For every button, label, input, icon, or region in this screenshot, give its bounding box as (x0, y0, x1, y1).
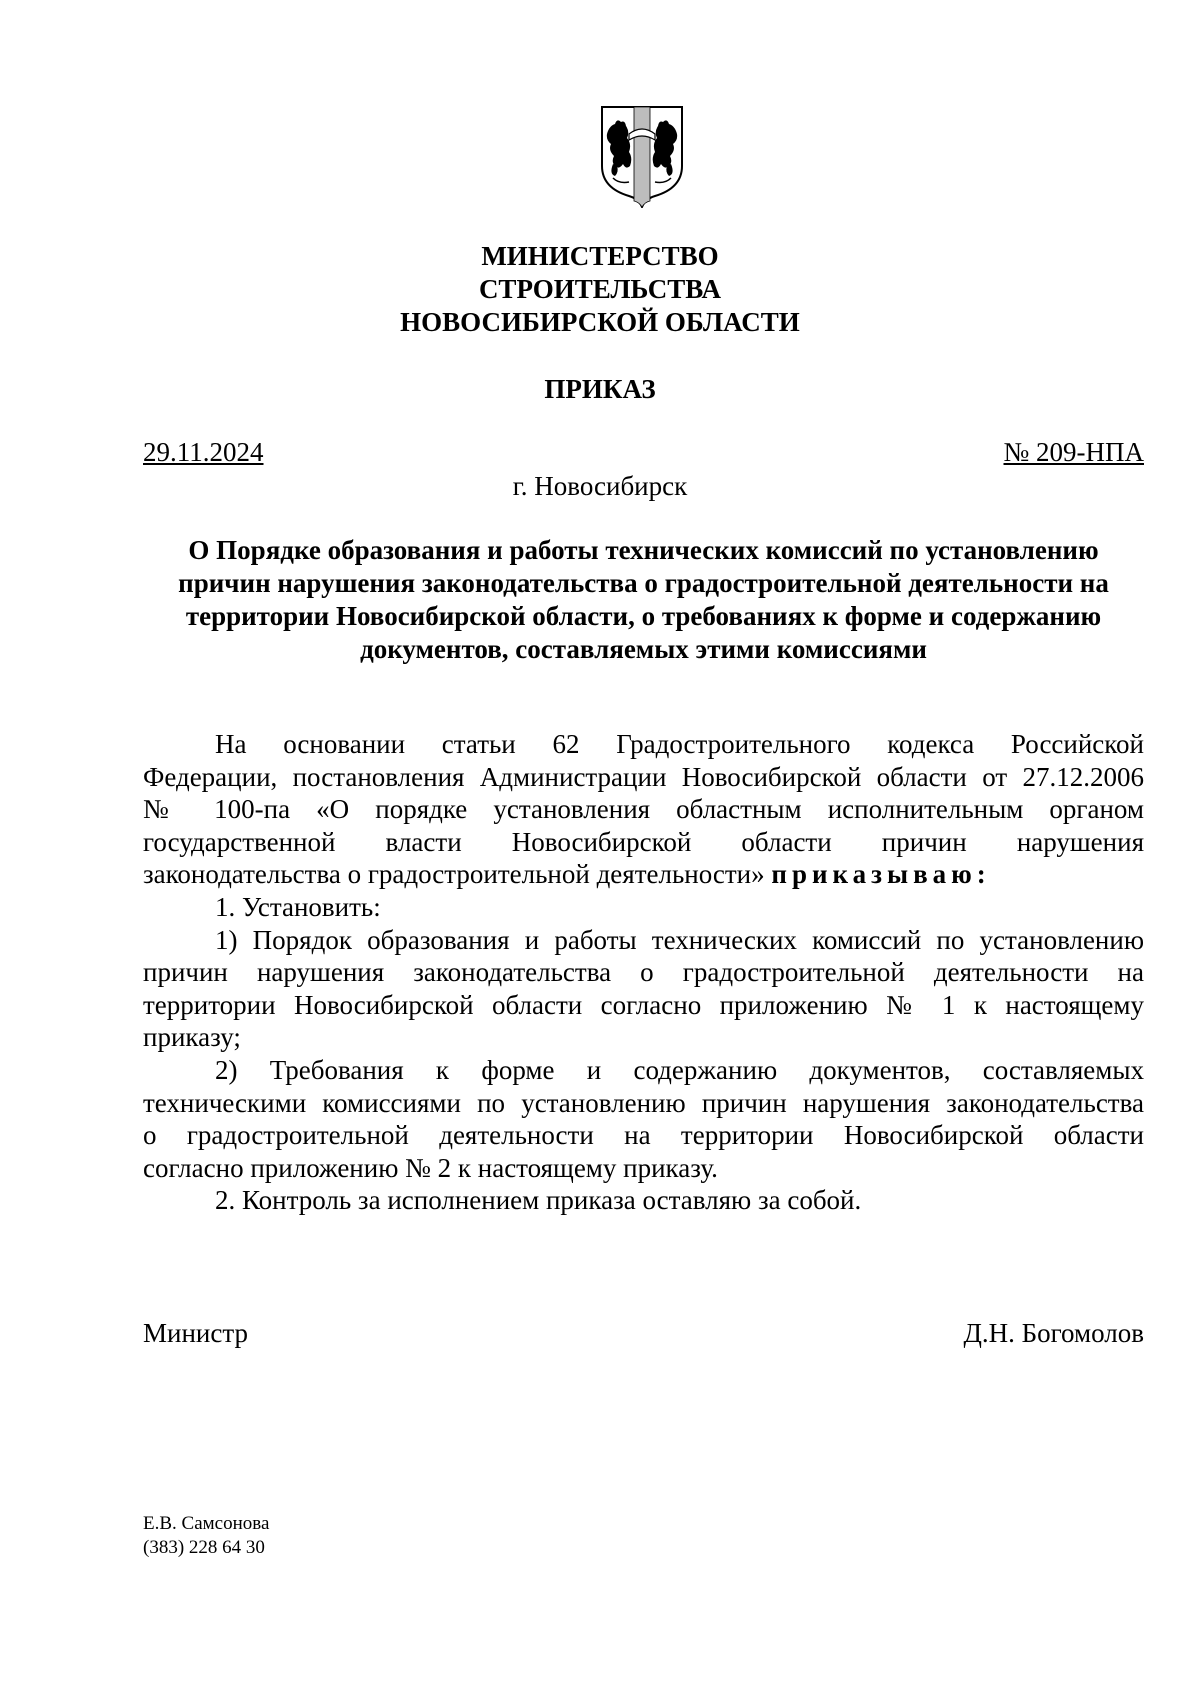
document-type-title: ПРИКАЗ (544, 374, 656, 404)
ministry-name-line-3: НОВОСИБИРСКОЙ ОБЛАСТИ (400, 307, 800, 337)
order-subject (143, 534, 1144, 666)
item-1-2-line: техническими комиссиями по установлению причин нарушения законодательства (143, 1087, 1144, 1118)
preamble-line: На основании статьи 62 Градостроительного кодекса Российской (215, 729, 1144, 759)
item-1-1-line: 1) Порядок образования и работы технических комиссий по установлению (215, 924, 1144, 955)
item-1-1-line: причин нарушения законодательства о градостроительной деятельности на (143, 957, 1144, 988)
ministry-header (0, 240, 1200, 339)
subject-line: причин нарушения законодательства о градостроительной деятельности на (178, 568, 1109, 598)
coat-of-arms-icon (599, 104, 685, 208)
order-word: приказываю: (771, 859, 991, 890)
signatory-position: Министр (143, 1318, 248, 1348)
subject-line: документов, составляемых этими комиссиями (360, 634, 927, 664)
item-1: 1. Установить: (215, 891, 381, 922)
preamble-last-line (143, 858, 1144, 891)
signatory-name: Д.Н. Богомолов (963, 1318, 1144, 1348)
item-2: 2. Контроль за исполнением приказа оставляю за собой. (215, 1185, 862, 1216)
order-body (143, 728, 1144, 1217)
preamble-last-text: законодательства о градостроительной деятельности» (143, 859, 765, 890)
subject-line: О Порядке образования и работы технических комиссий по установлению (188, 535, 1099, 565)
order-number: № 209-НПА (1003, 437, 1144, 467)
preamble-line: Федерации, постановления Администрации Новосибирской области от 27.12.2006 (143, 761, 1144, 792)
preamble-line: № 100-па «О порядке установления областным исполнительным органом (143, 794, 1144, 825)
ministry-name-line-1: МИНИСТЕРСТВО (481, 241, 719, 271)
item-1-2-line: 2) Требования к форме и содержанию документов, составляемых (215, 1054, 1144, 1085)
item-1-2-line: о градостроительной деятельности на территории Новосибирской области (143, 1120, 1144, 1151)
ministry-name-line-2: СТРОИТЕЛЬСТВА (478, 274, 722, 304)
item-1-2-last-line: согласно приложению № 2 к настоящему приказу. (143, 1152, 718, 1183)
executor-name: Е.В. Самсонова (143, 1513, 270, 1534)
executor-block (143, 1512, 269, 1560)
preamble-line: государственной власти Новосибирской области причин нарушения (143, 826, 1144, 857)
order-city: г. Новосибирск (512, 471, 688, 501)
item-1-1-line: территории Новосибирской области согласно приложению № 1 к настоящему (143, 989, 1144, 1020)
item-1-1-last-line: приказу; (143, 1022, 241, 1053)
order-date: 29.11.2024 (143, 437, 264, 467)
subject-line: территории Новосибирской области, о требованиях к форме и содержанию (185, 601, 1102, 631)
executor-phone: (383) 228 64 30 (143, 1537, 265, 1558)
